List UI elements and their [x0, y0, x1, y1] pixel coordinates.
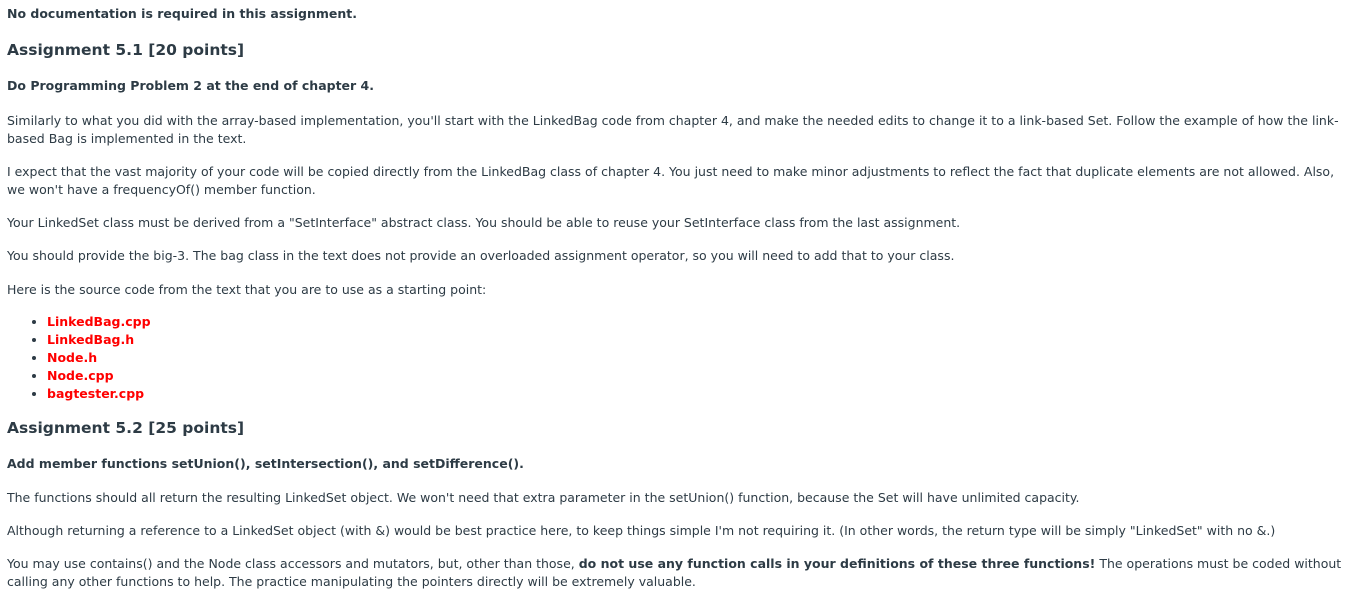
list-item: [47, 349, 151, 367]
file-link-linkedbag-cpp[interactable]: LinkedBag.cpp: [47, 314, 151, 329]
assignment-5-2-para1: The functions should all return the resulting LinkedSet object. We won't need that extra parameter in the setUnion() function, because the Set will have unlimited capacity.: [7, 490, 1080, 505]
assignment-5-2-para3: [7, 555, 1342, 591]
assignment-5-1-para5: Here is the source code from the text that you are to use as a starting point:: [7, 282, 487, 297]
para3-end: The operations must be coded without calling any other functions to help. The practice manipulating the pointers directly will be extremely valuable.: [7, 556, 1342, 589]
list-item: [47, 385, 151, 403]
assignment-5-2-title: Assignment 5.2 [25 points]: [7, 419, 245, 437]
assignment-5-1-para2: I expect that the vast majority of your code will be copied directly from the LinkedBag class of chapter 4. You just need to make minor adjustments to reflect the fact that duplicate elements are not allowed. Also, we won't have a frequencyOf() member function.: [7, 164, 1335, 197]
assignment-5-2-para2: Although returning a reference to a LinkedSet object (with &) would be best practice here, to keep things simple I'm not requiring it. (In other words, the return type will be simply "LinkedSet" with no &.): [7, 523, 1276, 538]
assignment-5-1-title: Assignment 5.1 [20 points]: [7, 41, 245, 59]
file-link-linkedbag-h[interactable]: LinkedBag.h: [47, 332, 135, 347]
no-docs-note: No documentation is required in this assignment.: [7, 6, 358, 21]
assignment-5-1-subtitle: Do Programming Problem 2 at the end of chapter 4.: [7, 78, 374, 93]
assignment-5-1-para3: Your LinkedSet class must be derived from a "SetInterface" abstract class. You should be able to reuse your SetInterface class from the last assignment.: [7, 215, 961, 230]
file-link-node-h[interactable]: Node.h: [47, 350, 98, 365]
file-link-bagtester-cpp[interactable]: bagtester.cpp: [47, 386, 145, 401]
assignment-5-1-para4: You should provide the big-3. The bag class in the text does not provide an overloaded assignment operator, so you will need to add that to your class.: [7, 248, 955, 263]
assignment-5-2-subtitle: Add member functions setUnion(), setIntersection(), and setDifference().: [7, 456, 524, 471]
source-file-list: [7, 313, 151, 403]
para3-start: You may use contains() and the Node class accessors and mutators, but, other than those,: [7, 556, 579, 571]
file-link-node-cpp[interactable]: Node.cpp: [47, 368, 114, 383]
assignment-5-1-para1: Similarly to what you did with the array-based implementation, you'll start with the LinkedBag code from chapter 4, and make the needed edits to change it to a link-based Set. Follow the example of how the link-based Bag is implemented in the text.: [7, 113, 1339, 146]
list-item: [47, 331, 151, 349]
list-item: [47, 367, 151, 385]
para3-bold-warning: do not use any function calls in your definitions of these three functions!: [578, 556, 1096, 571]
list-item: [47, 313, 151, 331]
